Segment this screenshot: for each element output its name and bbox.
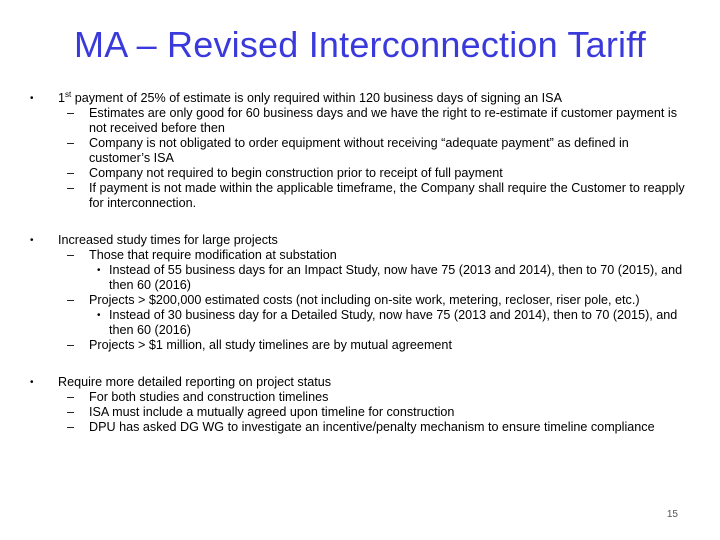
bullet-text: Increased study times for large projects bbox=[58, 233, 278, 247]
page-number: 15 bbox=[666, 509, 678, 520]
bullet-payment bbox=[30, 91, 690, 106]
sub-bullet bbox=[30, 106, 690, 136]
dash-marker: – bbox=[67, 248, 75, 262]
dash-marker: – bbox=[67, 181, 75, 195]
bullet-marker: • bbox=[30, 377, 34, 388]
bullet-marker: • bbox=[97, 310, 101, 321]
sub-bullet-text: Company not required to begin construction prior to receipt of full payment bbox=[89, 166, 503, 180]
dash-marker: – bbox=[67, 420, 75, 434]
sub-bullet bbox=[30, 420, 690, 435]
bullet-marker: • bbox=[97, 265, 101, 276]
bullet-marker: • bbox=[30, 93, 34, 104]
sub-bullet bbox=[30, 181, 690, 211]
dash-marker: – bbox=[67, 405, 75, 419]
sub-sub-bullet-text: Instead of 55 business days for an Impact Study, now have 75 (2013 and 2014), then to 70 (2015), and then 60 (2016) bbox=[109, 263, 683, 292]
sub-bullet-text: ISA must include a mutually agreed upon timeline for construction bbox=[89, 405, 455, 419]
sub-bullet-text: Estimates are only good for 60 business days and we have the right to re-estimate if customer payment is not received before then bbox=[89, 106, 678, 135]
sub-bullet bbox=[30, 390, 690, 405]
dash-marker: – bbox=[67, 338, 75, 352]
sub-bullet-text: Projects > $1 million, all study timelines are by mutual agreement bbox=[89, 338, 452, 352]
sub-bullet bbox=[30, 136, 690, 166]
bullet-study-times bbox=[30, 233, 690, 248]
sub-bullet bbox=[30, 405, 690, 420]
sub-bullet-text: If payment is not made within the applicable timeframe, the Company shall require the Customer to reapply for interconnection. bbox=[89, 181, 685, 210]
sub-bullet-text: Those that require modification at substation bbox=[89, 248, 337, 262]
dash-marker: – bbox=[67, 390, 75, 404]
ordinal-suffix: st bbox=[65, 90, 72, 99]
sub-bullet-text: Projects > $200,000 estimated costs (not including on-site work, metering, recloser, riser pole, etc.) bbox=[89, 293, 640, 307]
sub-bullet-text: Company is not obligated to order equipment without receiving “adequate payment” as defined in customer’s ISA bbox=[89, 136, 629, 165]
dash-marker: – bbox=[67, 106, 75, 120]
sub-bullet bbox=[30, 166, 690, 181]
sub-sub-bullet bbox=[30, 308, 690, 338]
slide-title: MA – Revised Interconnection Tariff bbox=[74, 24, 646, 65]
bullet-reporting bbox=[30, 375, 690, 390]
sub-sub-bullet-text: Instead of 30 business day for a Detailed Study, now have 75 (2013 and 2014), then to 70 (2015), and then 60 (2016) bbox=[109, 308, 678, 337]
sub-bullet bbox=[30, 293, 690, 308]
sub-bullet-text: For both studies and construction timelines bbox=[89, 390, 329, 404]
bullet-text: Require more detailed reporting on project status bbox=[58, 375, 332, 389]
sub-bullet-text: DPU has asked DG WG to investigate an incentive/penalty mechanism to ensure timeline compliance bbox=[89, 420, 655, 434]
bullet-text-pre: 1 bbox=[58, 91, 66, 105]
sub-sub-bullet bbox=[30, 263, 690, 293]
dash-marker: – bbox=[67, 166, 75, 180]
sub-bullet bbox=[30, 338, 690, 353]
bullet-text: payment of 25% of estimate is only required within 120 business days of signing an ISA bbox=[71, 91, 562, 105]
dash-marker: – bbox=[67, 136, 75, 150]
dash-marker: – bbox=[67, 293, 75, 307]
sub-bullet bbox=[30, 248, 690, 263]
slide-content bbox=[30, 91, 690, 435]
bullet-marker: • bbox=[30, 235, 34, 246]
